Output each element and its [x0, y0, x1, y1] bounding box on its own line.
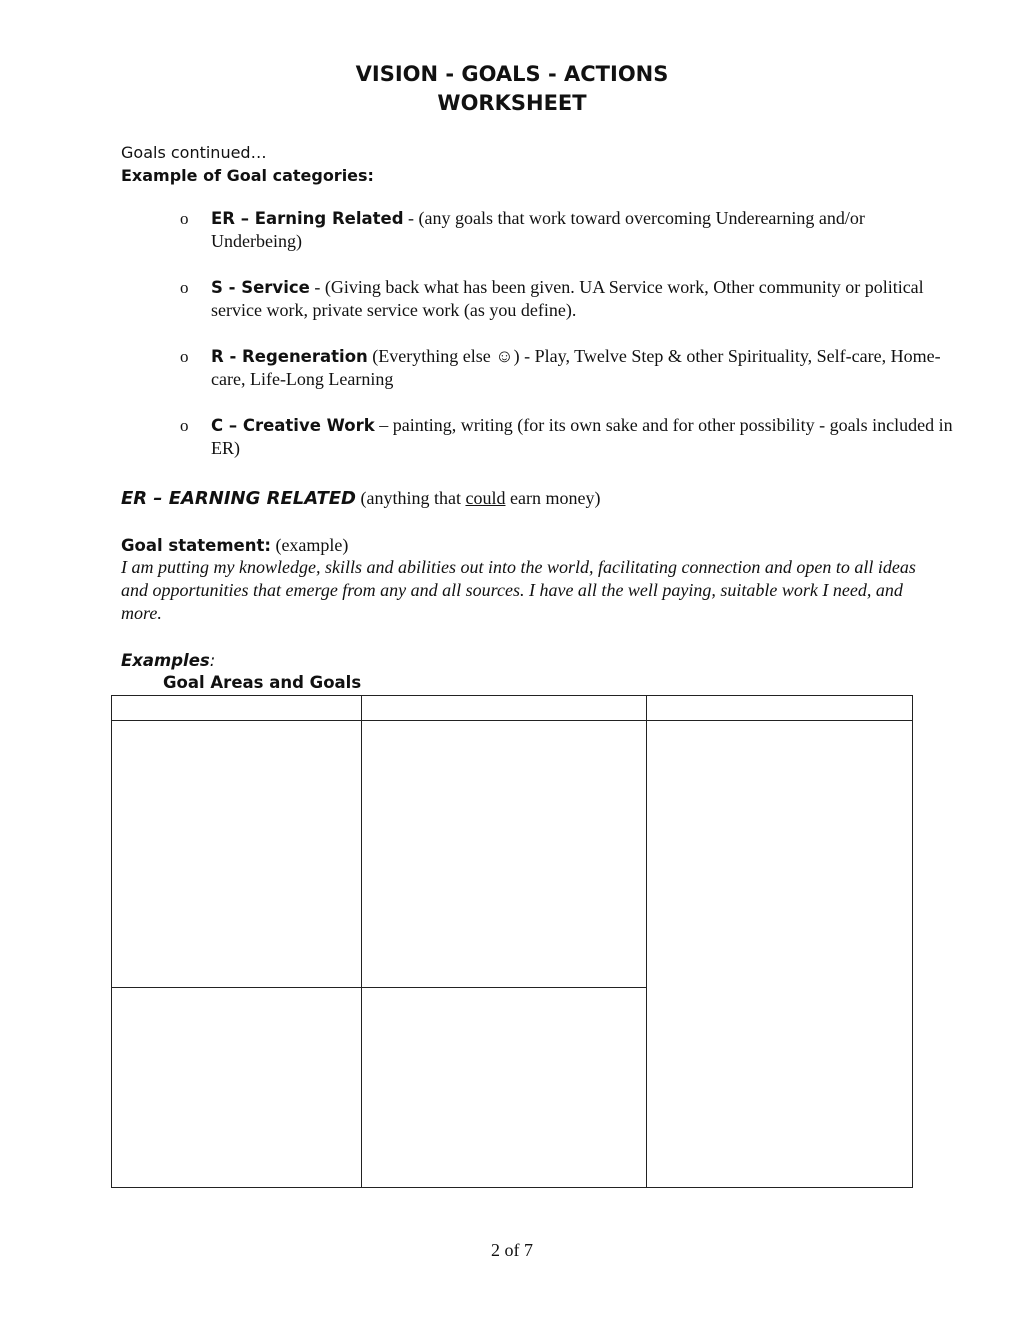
category-description: - (Giving back what has been given. UA Service work, Other community or political service work, private service work (as you define). [211, 277, 924, 320]
table-cell-c3-merged[interactable] [647, 721, 912, 1187]
examples-colon: : [209, 651, 216, 670]
er-section-heading [121, 488, 600, 509]
categories-heading: Example of Goal categories: [121, 166, 374, 185]
category-name: R - Regeneration [211, 347, 368, 366]
category-name: C – Creative Work [211, 416, 375, 435]
category-list [180, 207, 960, 483]
examples-label: Examples [121, 651, 210, 670]
page-number: 2 of 7 [491, 1240, 533, 1260]
goal-statement-text: I am putting my knowledge, skills and abilities out into the world, facilitating connection and open to all ideas and opportunities that emerge from any and all sources. I have all the well paying, suitable work I need, and more. [121, 557, 916, 623]
bullet-marker: o [180, 347, 189, 366]
category-name: S - Service [211, 278, 310, 297]
bullet-marker: o [180, 209, 189, 228]
goals-continued: Goals continued… [121, 143, 267, 162]
er-heading-text: ER – EARNING RELATED [121, 488, 356, 509]
er-paren-after: earn money) [505, 488, 601, 508]
er-paren-before: (anything that [356, 488, 466, 508]
goal-statement-example: (example) [270, 535, 349, 555]
table-header-cell-1[interactable] [112, 696, 361, 720]
bullet-marker: o [180, 278, 189, 297]
category-item-s [180, 276, 960, 322]
category-item-r [180, 345, 960, 391]
table-cell-r2c2[interactable] [362, 988, 646, 1187]
table-cell-r1c2[interactable] [362, 721, 646, 987]
bullet-marker: o [180, 416, 189, 435]
category-description: - (any goals that work toward overcoming Underearning and/or Underbeing) [211, 208, 865, 251]
category-item-er [180, 207, 960, 253]
title-line-1: VISION - GOALS - ACTIONS [355, 62, 669, 86]
goal-statement-block [121, 535, 921, 625]
category-name: ER – Earning Related [211, 209, 404, 228]
er-paren-underlined: could [465, 488, 506, 508]
intro-block [121, 141, 374, 187]
goal-areas-table [111, 695, 913, 1188]
examples-heading [121, 651, 215, 670]
category-description: – painting, writing (for its own sake and for other possibility - goals included in ER) [211, 415, 953, 458]
document-title [0, 60, 1024, 118]
table-heading: Goal Areas and Goals [163, 673, 362, 692]
goal-statement-label: Goal statement: [121, 536, 271, 555]
table-cell-r1c1[interactable] [112, 721, 361, 987]
title-line-2: WORKSHEET [437, 91, 587, 115]
category-description: (Everything else ☺) - Play, Twelve Step & other Spirituality, Self-care, Home-care, Life-Long Learning [211, 346, 941, 389]
table-header-cell-2[interactable] [362, 696, 646, 720]
category-item-c [180, 414, 960, 460]
table-header-cell-3[interactable] [647, 696, 912, 720]
table-cell-r2c1[interactable] [112, 988, 361, 1187]
